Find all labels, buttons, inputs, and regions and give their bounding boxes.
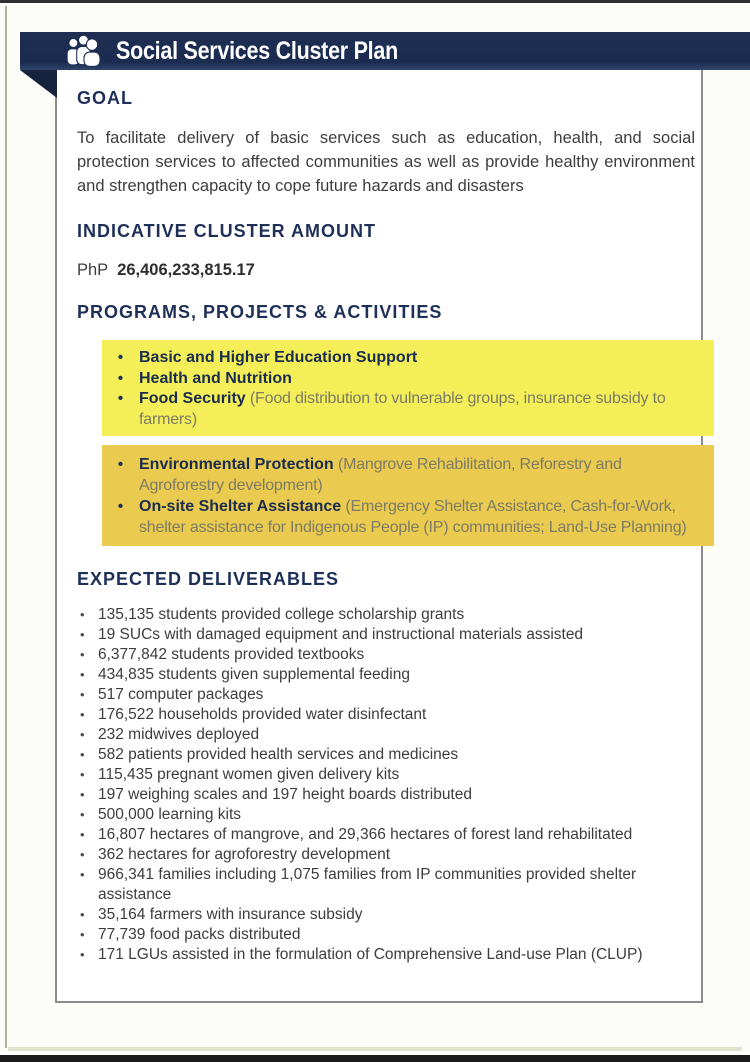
list-item: • 19 SUCs with damaged equipment and instructional materials assisted	[77, 625, 695, 645]
bullet-icon: •	[80, 867, 85, 882]
bullet-icon: •	[80, 627, 85, 642]
program-title: Basic and Higher Education Support	[139, 349, 418, 366]
program-item	[102, 348, 706, 369]
program-item	[102, 454, 706, 496]
program-title: Food Security	[139, 390, 246, 407]
programs-group-gold	[102, 445, 714, 546]
deliverables-heading: EXPECTED DELIVERABLES	[77, 569, 340, 589]
amount-line	[77, 261, 695, 280]
bullet-icon: •	[80, 607, 85, 622]
bullet-icon: •	[80, 807, 85, 822]
programs-group-yellow	[102, 340, 714, 436]
programs-heading: PROGRAMS, PROJECTS & ACTIVITIES	[77, 302, 443, 322]
amount-heading: INDICATIVE CLUSTER AMOUNT	[77, 221, 376, 241]
program-title: On-site Shelter Assistance	[139, 498, 342, 515]
goal-heading: GOAL	[77, 88, 133, 108]
bullet-icon: •	[80, 727, 85, 742]
deliverables-list	[77, 605, 695, 965]
scan-bottom-line	[8, 1047, 742, 1051]
currency-label: PhP	[77, 261, 109, 279]
bullet-icon: •	[80, 787, 85, 802]
bullet-icon: •	[80, 927, 85, 942]
list-item: • 135,135 students provided college scholarship grants	[77, 605, 695, 625]
bullet-icon: •	[117, 456, 124, 473]
list-item: • 500,000 learning kits	[77, 805, 695, 825]
list-item: • 171 LGUs assisted in the formulation of Comprehensive Land-use Plan (CLUP)	[77, 945, 695, 965]
list-item: • 35,164 farmers with insurance subsidy	[77, 905, 695, 925]
list-item: • 434,835 students given supplemental feeding	[77, 665, 695, 685]
bullet-icon: •	[117, 369, 124, 387]
scan-left-line	[5, 6, 7, 1048]
bullet-icon: •	[117, 349, 124, 366]
program-title: Environmental Protection	[139, 456, 334, 473]
scan-bottom-edge	[0, 1055, 750, 1062]
list-item: • 197 weighing scales and 197 height boards distributed	[77, 785, 695, 805]
list-item: • 232 midwives deployed	[77, 725, 695, 745]
bullet-icon: •	[117, 498, 124, 515]
program-item	[102, 369, 706, 390]
banner-fold-ribbon	[20, 70, 57, 98]
program-detail: (Mangrove Rehabilitation, Reforestry and Agroforestry development)	[139, 456, 622, 494]
list-item: • 6,377,842 students provided textbooks	[77, 645, 695, 665]
content-frame	[55, 55, 703, 1003]
list-item: • 176,522 households provided water disinfectant	[77, 705, 695, 725]
bullet-icon: •	[117, 390, 124, 407]
page-title: Social Services Cluster Plan	[116, 36, 398, 65]
program-title: Health and Nutrition	[139, 369, 292, 387]
bullet-icon: •	[80, 747, 85, 762]
bullet-icon: •	[80, 707, 85, 722]
list-item: • 517 computer packages	[77, 685, 695, 705]
program-detail: (Emergency Shelter Assistance, Cash-for-Work, shelter assistance for Indigenous People (IP) communities; Land-Use Planning)	[139, 498, 687, 536]
bullet-icon: •	[80, 647, 85, 662]
program-item	[102, 496, 706, 538]
bullet-icon: •	[80, 667, 85, 682]
program-detail: (Food distribution to vulnerable groups, insurance subsidy to farmers)	[139, 390, 666, 428]
title-banner	[20, 32, 750, 70]
list-item: • 966,341 families including 1,075 families from IP communities provided shelter assistance	[77, 865, 695, 905]
bullet-icon: •	[80, 907, 85, 922]
list-item: • 582 patients provided health services and medicines	[77, 745, 695, 765]
bullet-icon: •	[80, 687, 85, 702]
people-group-icon	[62, 35, 106, 67]
amount-value: 26,406,233,815.17	[117, 261, 255, 279]
bullet-icon: •	[80, 767, 85, 782]
bullet-icon: •	[80, 947, 85, 962]
list-item: • 362 hectares for agroforestry development	[77, 845, 695, 865]
bullet-icon: •	[80, 847, 85, 862]
list-item: • 115,435 pregnant women given delivery kits	[77, 765, 695, 785]
scan-top-edge	[0, 0, 750, 3]
bullet-icon: •	[80, 827, 85, 842]
goal-paragraph: To facilitate delivery of basic services such as education, health, and social protection services to affected communities as well as provide healthy environment and strengthen capacity to cope future hazards and disasters	[77, 129, 695, 195]
list-item: • 16,807 hectares of mangrove, and 29,366 hectares of forest land rehabilitated	[77, 825, 695, 845]
program-item	[102, 389, 706, 430]
list-item: • 77,739 food packs distributed	[77, 925, 695, 945]
